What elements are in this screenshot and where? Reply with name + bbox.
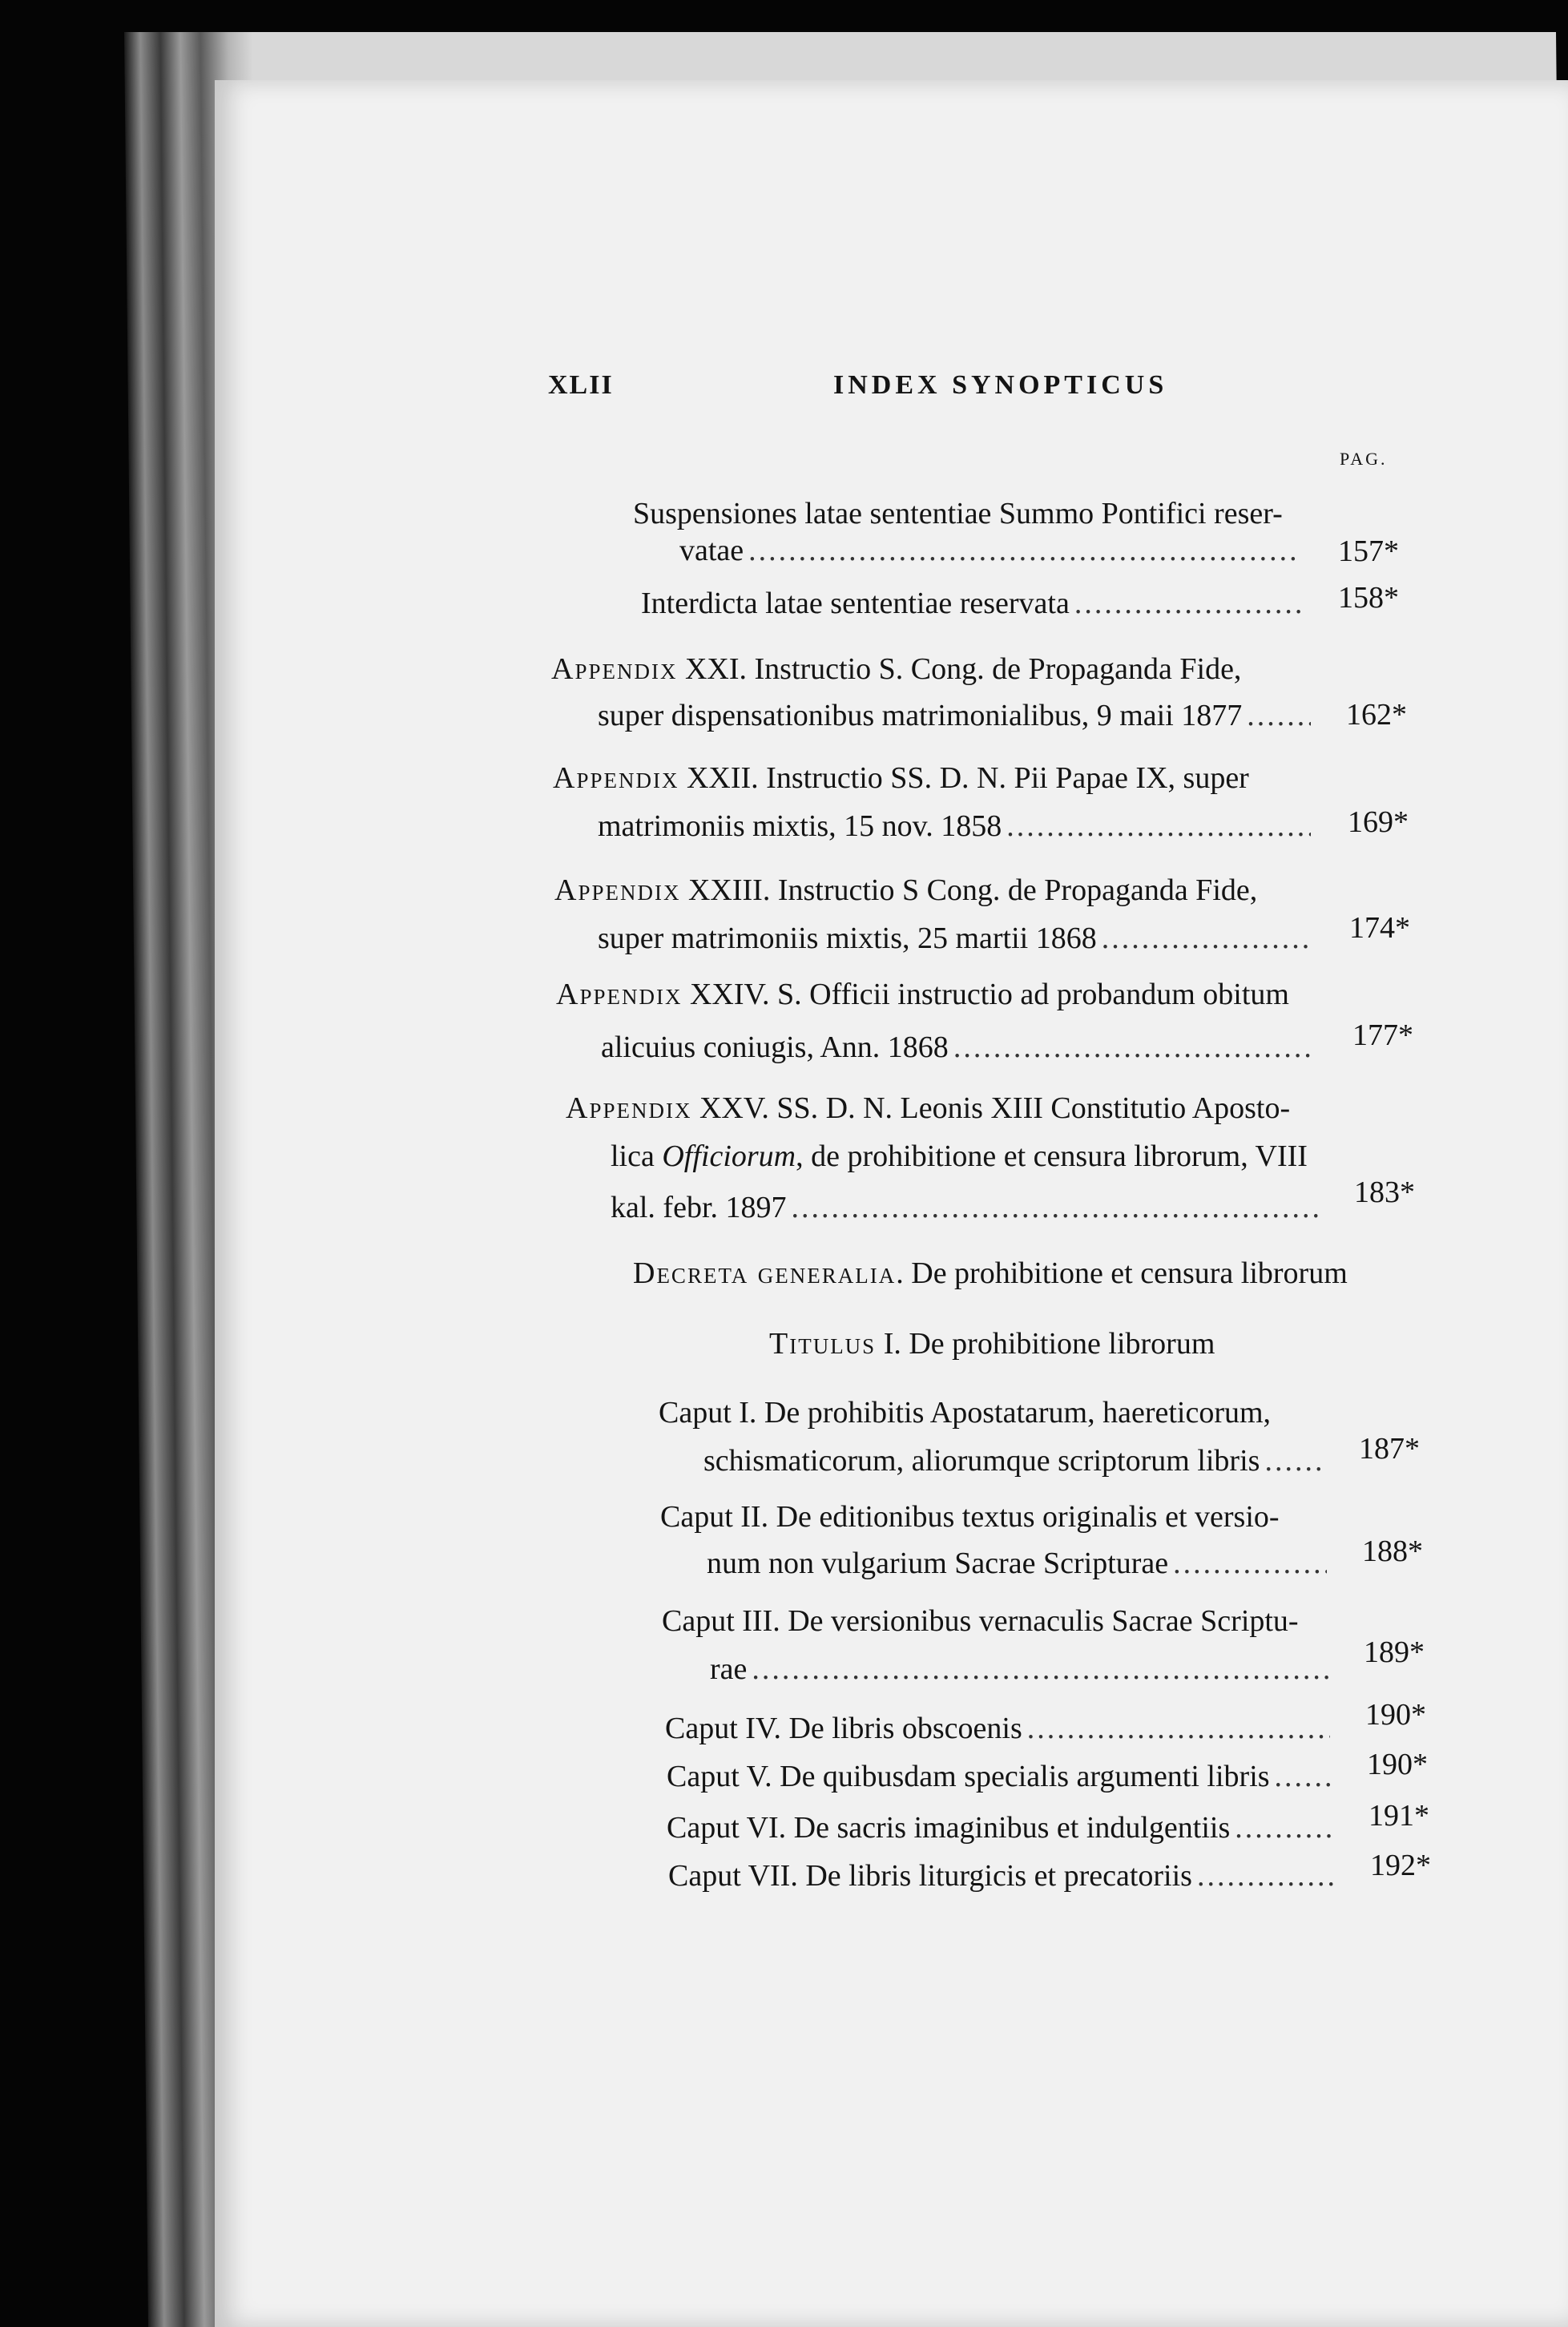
entry-text: XXIV. S. Officii instructio ad probandum obitum — [682, 978, 1289, 1011]
dot-leader — [1074, 585, 1301, 622]
dot-leader — [1264, 1442, 1324, 1479]
dot-leader — [1102, 920, 1311, 957]
entry-page: 190* — [1367, 1748, 1428, 1781]
entry-leader-row — [611, 1189, 1324, 1226]
entry-leader-row — [665, 1710, 1335, 1747]
titulus-label: Titulus — [769, 1327, 877, 1361]
entry-line — [554, 872, 1257, 909]
entry-line: Caput IV. De libris obscoenis — [665, 1712, 1022, 1745]
entry-line — [611, 1138, 1308, 1175]
entry-line: Caput III. De versionibus vernaculis Sacrae Scriptu- — [662, 1604, 1299, 1638]
entry-line: matrimoniis mixtis, 15 nov. 1858 — [598, 809, 1002, 843]
entry-leader-row — [710, 1651, 1335, 1688]
entry-page: 177* — [1352, 1018, 1413, 1052]
entry-line: super matrimoniis mixtis, 25 martii 1868 — [598, 922, 1097, 955]
dot-leader — [1006, 808, 1311, 845]
entry-page: 189* — [1364, 1635, 1425, 1669]
dot-leader — [748, 532, 1300, 569]
entry-line: rae — [710, 1652, 748, 1686]
entry-page: 183* — [1354, 1176, 1415, 1209]
running-title: INDEX SYNOPTICUS — [833, 370, 1168, 400]
entry-leader-row — [703, 1442, 1328, 1479]
decreta-text: . De prohibitione et censura librorum — [896, 1256, 1348, 1290]
entry-line: Caput VII. De libris liturgicis et precatoriis — [668, 1859, 1192, 1893]
entry-italic-title: Officiorum — [662, 1139, 796, 1173]
dot-leader — [1275, 1758, 1332, 1795]
entry-text: lica — [611, 1139, 663, 1173]
entry-leader-row — [598, 697, 1316, 734]
entry-text: XXII. Instructio SS. D. N. Pii Papae IX, super — [679, 761, 1249, 795]
entry-page: 190* — [1365, 1698, 1426, 1732]
entry-line: Caput VI. De sacris imaginibus et indulgentiis — [667, 1811, 1231, 1845]
dot-leader — [1247, 697, 1311, 734]
entry-line — [556, 976, 1289, 1013]
entry-line: Interdicta latae sententiae reservata — [641, 587, 1070, 620]
appendix-label: Appendix — [554, 873, 681, 907]
entry-line — [553, 760, 1249, 797]
appendix-label: Appendix — [553, 761, 679, 795]
entry-page: 174* — [1349, 911, 1410, 945]
dot-leader — [1235, 1809, 1335, 1846]
titulus-text: I. De prohibitione librorum — [876, 1327, 1215, 1361]
entry-page: 169* — [1348, 805, 1409, 839]
entry-leader-row — [667, 1758, 1336, 1795]
entry-text: XXIII. Instructio S Cong. de Propaganda Fide, — [680, 873, 1258, 907]
entry-line: Suspensiones latae sententiae Summo Pontifici reser- — [633, 497, 1283, 530]
entry-leader-row — [679, 532, 1304, 569]
page-folio: XLII — [548, 370, 614, 400]
subsection-heading — [769, 1325, 1215, 1362]
entry-line: super dispensationibus matrimonialibus, 9 maii 1877 — [598, 699, 1243, 732]
entry-line: Caput I. De prohibitis Apostatarum, haereticorum, — [659, 1396, 1272, 1430]
entry-leader-row — [598, 920, 1316, 957]
entry-page: 187* — [1359, 1432, 1420, 1466]
dot-leader — [1173, 1545, 1327, 1582]
dot-leader — [792, 1189, 1319, 1226]
entry-page: 162* — [1346, 698, 1407, 732]
entry-line: kal. febr. 1897 — [611, 1191, 787, 1224]
pag-column-label: PAG. — [1340, 449, 1388, 469]
entry-page: 188* — [1362, 1535, 1423, 1568]
dot-leader — [953, 1029, 1314, 1066]
entry-leader-row — [641, 585, 1306, 622]
entry-line: Caput V. De quibusdam specialis argumenti libris — [667, 1760, 1270, 1793]
appendix-label: Appendix — [556, 978, 683, 1011]
entry-leader-row — [707, 1545, 1332, 1582]
entry-page: 157* — [1338, 534, 1399, 568]
entry-line: num non vulgarium Sacrae Scripturae — [707, 1547, 1169, 1580]
entry-leader-row — [668, 1857, 1341, 1894]
entry-text: , de prohibitione et censura librorum, VIII — [796, 1139, 1308, 1173]
section-heading — [633, 1255, 1348, 1292]
entry-line: alicuius coniugis, Ann. 1868 — [601, 1030, 949, 1064]
appendix-label: Appendix — [551, 652, 678, 686]
entry-line — [566, 1090, 1290, 1127]
entry-line — [551, 651, 1241, 688]
entry-leader-row — [601, 1029, 1319, 1066]
dot-leader — [752, 1651, 1330, 1688]
decreta-label: Decreta generalia — [633, 1256, 897, 1290]
dot-leader — [1197, 1857, 1336, 1894]
entry-line: Caput II. De editionibus textus originalis et versio- — [660, 1500, 1280, 1534]
entry-leader-row — [667, 1809, 1340, 1846]
entry-line: schismaticorum, aliorumque scriptorum libris — [703, 1444, 1260, 1478]
entry-line: vatae — [679, 534, 744, 567]
dot-leader — [1027, 1710, 1330, 1747]
entry-page: 192* — [1370, 1849, 1431, 1882]
appendix-label: Appendix — [566, 1091, 692, 1125]
entry-leader-row — [598, 808, 1316, 845]
entry-text: XXI. Instructio S. Cong. de Propaganda Fide, — [677, 652, 1242, 686]
entry-text: XXV. SS. D. N. Leonis XIII Constitutio Aposto- — [691, 1091, 1291, 1125]
entry-page: 191* — [1368, 1799, 1429, 1833]
entry-page: 158* — [1338, 581, 1399, 615]
